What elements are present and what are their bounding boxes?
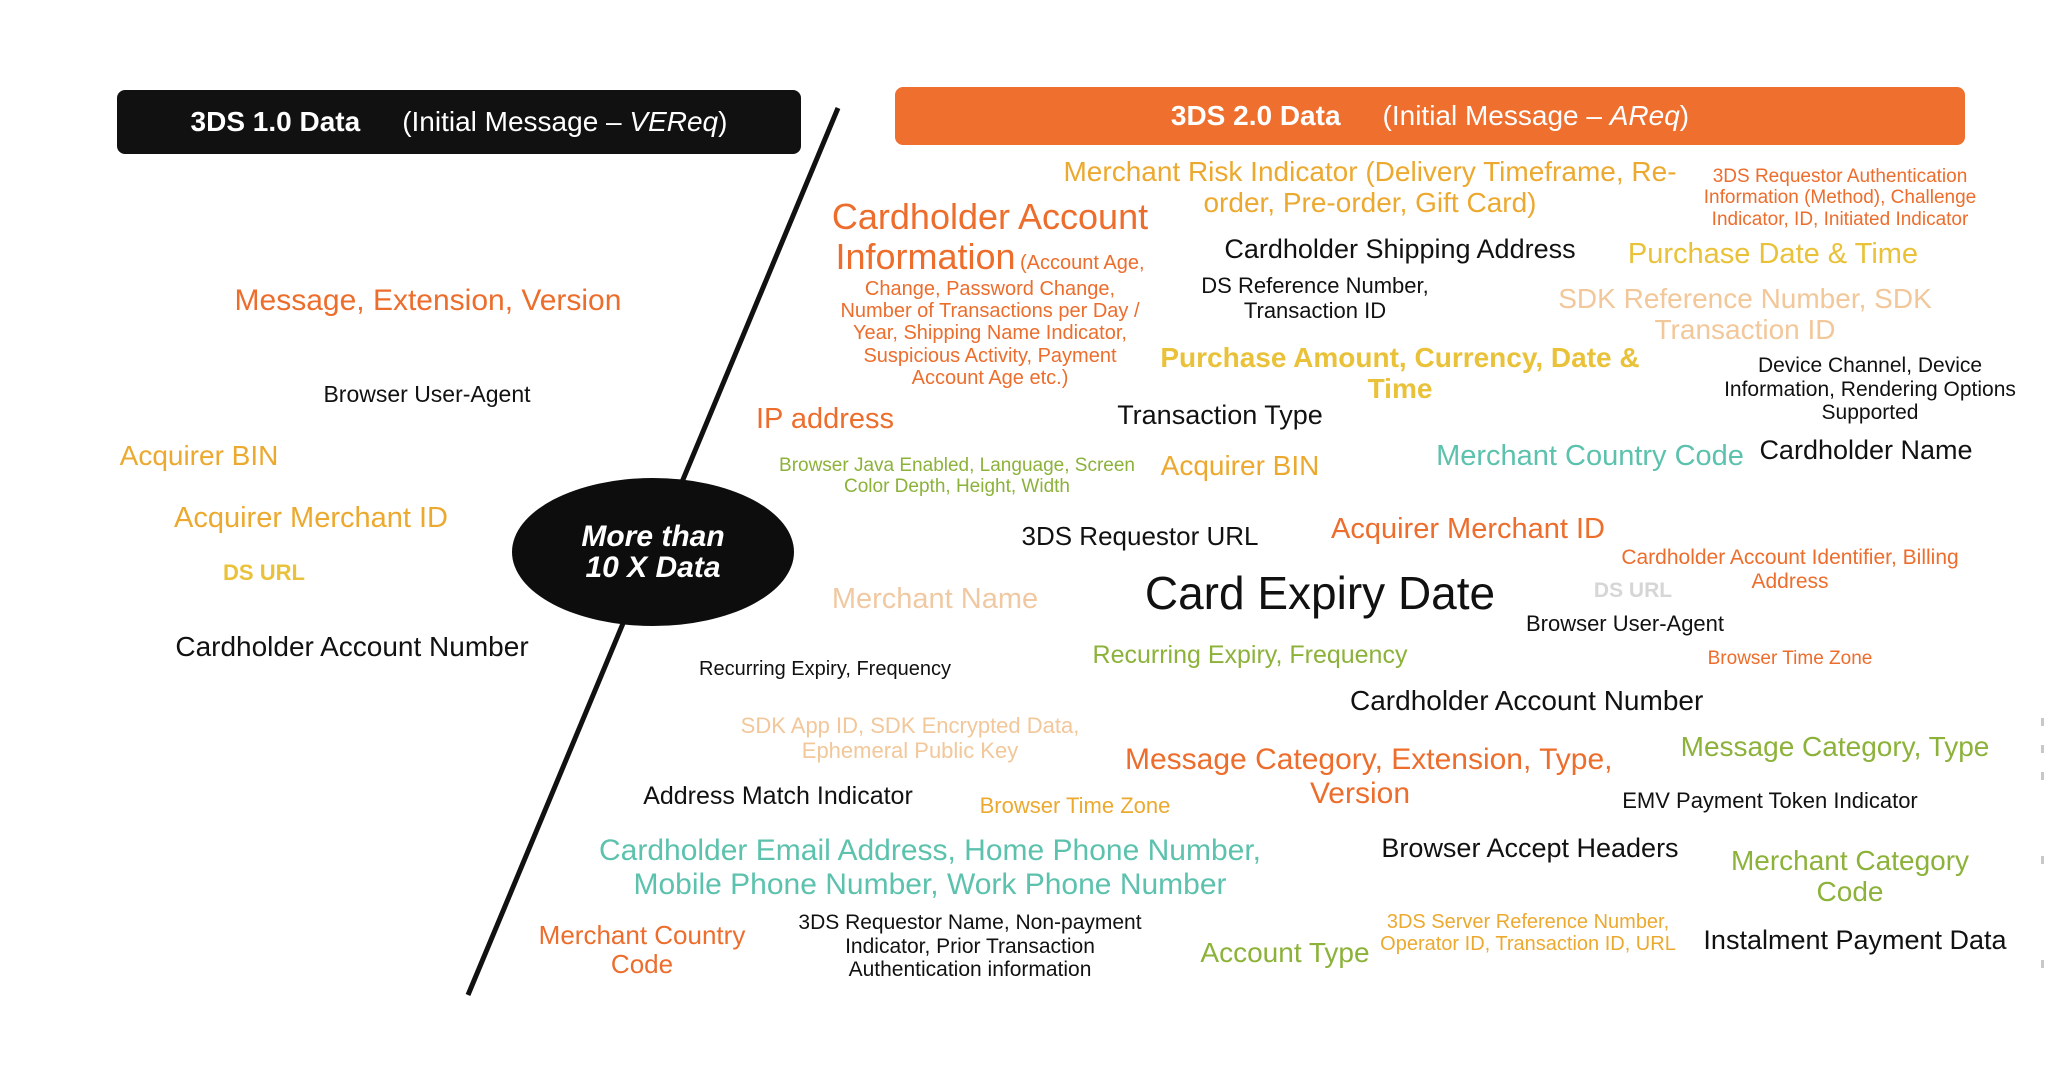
edge-mark (2041, 960, 2044, 968)
item-device-channel: Device Channel, Device Information, Rendering Options Supported (1724, 354, 2016, 425)
item-browser-user-agent: Browser User-Agent (1525, 611, 1725, 636)
oval-line-2: 10 X Data (585, 551, 721, 584)
left-item-ds-url: DS URL (223, 560, 305, 585)
left-item-message-extension-version: Message, Extension, Version (234, 284, 622, 317)
item-address-match-indicator: Address Match Indicator (643, 782, 913, 810)
item-3ds-server-reference-number: 3DS Server Reference Number, Operator ID, Transaction ID, URL (1380, 911, 1676, 956)
left-item-cardholder-account-number: Cardholder Account Number (175, 631, 529, 662)
edge-mark (2041, 856, 2044, 864)
item-recurring-expiry-frequency-black: Recurring Expiry, Frequency (699, 658, 951, 680)
header-3ds2-subtitle: (Initial Message – AReq) (1382, 100, 1690, 131)
item-cardholder-shipping-address: Cardholder Shipping Address (1224, 234, 1576, 264)
edge-mark (2041, 772, 2044, 780)
item-purchase-amount-currency: Purchase Amount, Currency, Date & Time (1160, 342, 1640, 405)
item-acquirer-merchant-id: Acquirer Merchant ID (1331, 513, 1605, 545)
item-recurring-expiry-frequency-green: Recurring Expiry, Frequency (1092, 641, 1408, 669)
item-browser-java-enabled: Browser Java Enabled, Language, Screen Color Depth, Height, Width (779, 455, 1135, 498)
item-acquirer-bin: Acquirer BIN (1160, 450, 1320, 481)
item-merchant-country-code: Merchant Country Code (1436, 440, 1744, 472)
item-sdk-app-id: SDK App ID, SDK Encrypted Data, Ephemeral Public Key (740, 713, 1080, 763)
item-merchant-name: Merchant Name (831, 583, 1039, 615)
header-3ds1-title: 3DS 1.0 Data (190, 106, 361, 137)
item-cardholder-name: Cardholder Name (1759, 435, 1973, 465)
item-cardholder-account-number: Cardholder Account Number (1350, 685, 1704, 716)
more-than-10x-oval (512, 478, 794, 626)
item-sdk-reference-number: SDK Reference Number, SDK Transaction ID (1558, 283, 1932, 346)
item-cardholder-email-address: Cardholder Email Address, Home Phone Number, Mobile Phone Number, Work Phone Number (599, 834, 1261, 901)
item-browser-time-zone-right: Browser Time Zone (1707, 648, 1873, 669)
item-ds-reference-number: DS Reference Number, Transaction ID (1201, 273, 1429, 323)
item-merchant-country-code-left: Merchant Country Code (538, 920, 746, 980)
header-3ds2-title: 3DS 2.0 Data (1170, 100, 1341, 131)
item-3ds-requestor-url: 3DS Requestor URL (1021, 521, 1259, 551)
item-card-expiry-date: Card Expiry Date (1144, 567, 1496, 619)
item-emv-payment-token-indicator: EMV Payment Token Indicator (1622, 788, 1918, 813)
item-message-category-extension: Message Category, Extension, Type, Version (1125, 743, 1613, 810)
item-merchant-risk-indicator: Merchant Risk Indicator (Delivery Timeframe, Re- order, Pre-order, Gift Card) (1063, 156, 1677, 219)
left-item-acquirer-bin: Acquirer BIN (119, 440, 279, 471)
item-account-type: Account Type (1200, 937, 1370, 968)
item-3ds-requestor-name: 3DS Requestor Name, Non-payment Indicator, Prior Transaction Authentication information (798, 911, 1142, 982)
item-browser-accept-headers: Browser Accept Headers (1381, 833, 1679, 863)
item-ip-address: IP address (755, 403, 895, 435)
left-item-browser-user-agent: Browser User-Agent (323, 381, 531, 407)
edge-mark (2041, 718, 2044, 726)
left-item-acquirer-merchant-id: Acquirer Merchant ID (174, 502, 448, 534)
item-transaction-type: Transaction Type (1117, 400, 1323, 430)
item-purchase-date-time: Purchase Date & Time (1627, 238, 1919, 270)
edge-mark (2041, 745, 2044, 753)
item-cardholder-account-identifier: Cardholder Account Identifier, Billing Address (1621, 546, 1959, 593)
item-cardholder-account-information: Cardholder Account Information (Account Age, Change, Password Change, Number of Transactions per Day / Year, Shipping Name Indicator, Suspicious Activity, Payment Account Age etc.) (831, 196, 1149, 390)
item-browser-time-zone: Browser Time Zone (979, 793, 1171, 818)
header-3ds1-subtitle: (Initial Message – VEReq) (402, 106, 728, 137)
item-message-category-type: Message Category, Type (1680, 731, 1990, 762)
item-3ds-requestor-authentication: 3DS Requestor Authentication Information (Method), Challenge Indicator, ID, Initiated Indicator (1703, 166, 1977, 230)
item-instalment-payment-data: Instalment Payment Data (1703, 925, 2007, 955)
item-ds-url: DS URL (1593, 579, 1673, 602)
oval-line-1: More than (581, 519, 725, 553)
item-merchant-category-code: Merchant Category Code (1730, 845, 1970, 908)
